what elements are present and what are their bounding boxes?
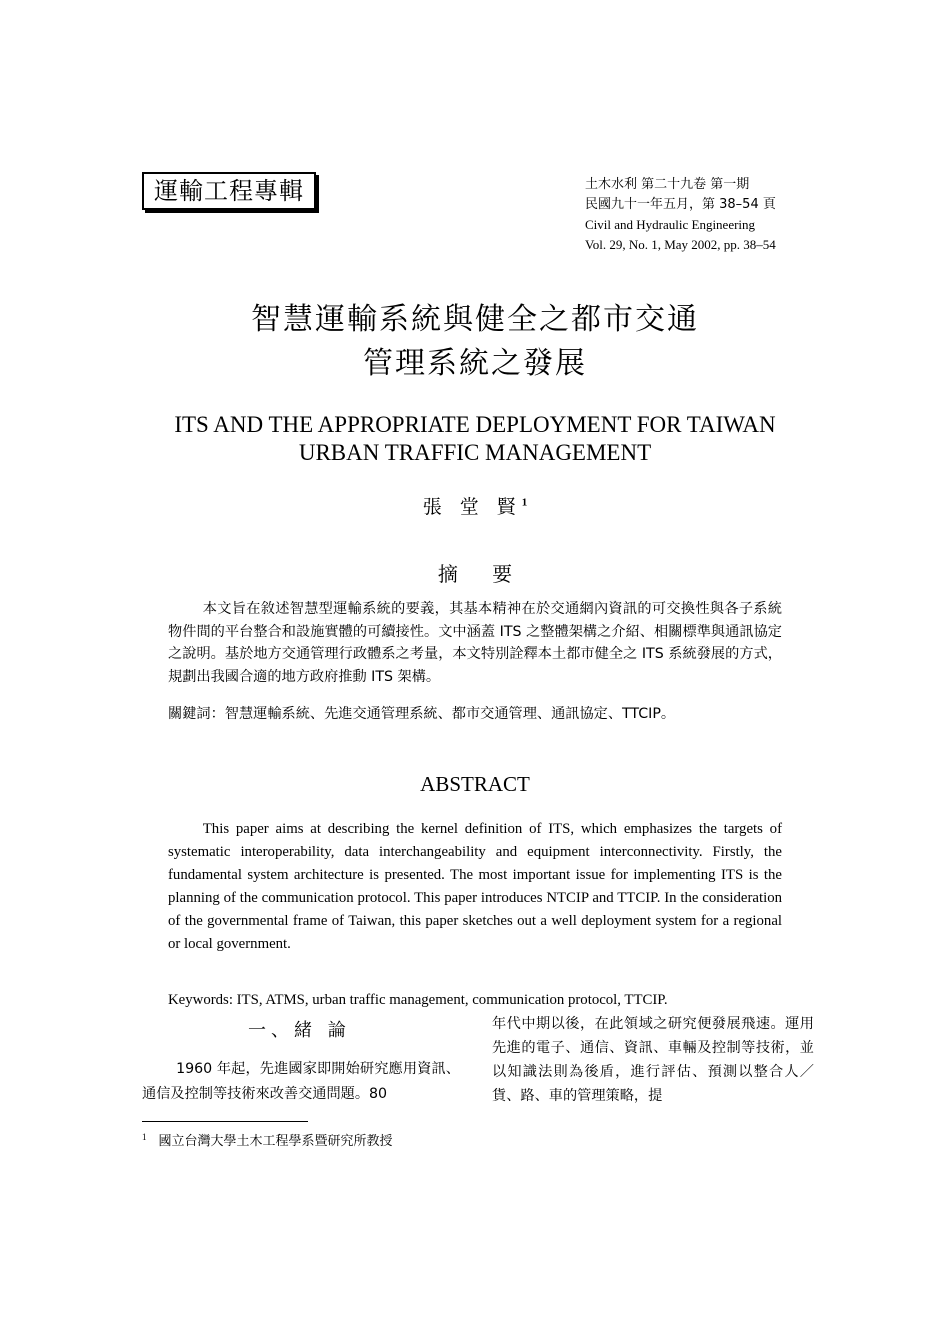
journal-line-date-cn: 民國九十一年五月，第 38–54 頁 bbox=[585, 197, 776, 212]
footnote-divider bbox=[142, 1121, 308, 1122]
footnote-marker: 1 bbox=[142, 1132, 147, 1142]
journal-line-name-en: Civil and Hydraulic Engineering bbox=[585, 217, 756, 232]
author-footnote-marker: 1 bbox=[521, 496, 528, 509]
paper-title-chinese bbox=[0, 298, 950, 386]
paper-title-english-line1: ITS AND THE APPROPRIATE DEPLOYMENT FOR TAIWAN bbox=[174, 412, 776, 437]
intro-column-left bbox=[142, 1057, 460, 1107]
abstract-cn-body bbox=[168, 598, 782, 688]
abstract-en-heading: ABSTRACT bbox=[420, 772, 530, 796]
paper-title-english-line2: URBAN TRAFFIC MANAGEMENT bbox=[298, 440, 652, 465]
footnote-text: 國立台灣大學土木工程學系暨研究所教授 bbox=[158, 1134, 393, 1149]
abstract-cn-heading: 摘 要 bbox=[437, 562, 513, 586]
section-heading-introduction: 一、緒 論 bbox=[248, 1020, 351, 1041]
abstract-en-body bbox=[168, 818, 782, 956]
paper-title-english bbox=[0, 411, 950, 467]
paper-title-chinese-line1: 智慧運輸系統與健全之都市交通 bbox=[251, 302, 699, 337]
paper-title-chinese-line2: 管理系統之發展 bbox=[363, 346, 587, 381]
abstract-en-paragraph: This paper aims at describing the kernel definition of ITS, which emphasizes the targets of systematic interoperability, data interchangeability and equipment interconnectivity. Firstly, the fundamental system architecture is presented. The most important issue for implementing ITS is the planning of the communication protocol. This paper introduces NTCIP and TTCIP. In the consideration of the governmental frame of Taiwan, this paper sketches out a well deployment system for a regional or local government. bbox=[168, 821, 782, 952]
intro-right-paragraph: 年代中期以後，在此領域之研究便發展飛速。運用先進的電子、通信、資訊、車輛及控制等技術，並以知識法則為後盾，進行評估、預測以整合人／貨、路、車的管理策略，提 bbox=[492, 1016, 814, 1104]
intro-column-right bbox=[492, 1012, 814, 1108]
journal-line-volume-cn: 土木水利 第二十九卷 第一期 bbox=[585, 177, 750, 192]
journal-line-volume-en: Vol. 29, No. 1, May 2002, pp. 38–54 bbox=[585, 237, 776, 252]
keywords-en: Keywords: ITS, ATMS, urban traffic management, communication protocol, TTCIP. bbox=[168, 992, 668, 1008]
journal-info bbox=[585, 175, 776, 255]
author bbox=[0, 492, 950, 519]
section-badge: 運輸工程專輯 bbox=[142, 172, 316, 210]
abstract-cn-paragraph: 本文旨在敘述智慧型運輸系統的要義，其基本精神在於交通網內資訊的可交換性與各子系統物件間的平台整合和設施實體的可續接性。文中涵蓋 ITS 之整體架構之介紹、相關標準與通訊協定之說明。基於地方交通管理行政體系之考量，本文特別詮釋本土都市健全之 ITS 系統發展的方式，規劃出我國合適的地方政府推動 ITS 架構。 bbox=[168, 601, 782, 685]
author-name: 張 堂 賢 bbox=[422, 496, 522, 518]
footnote bbox=[142, 1128, 393, 1151]
keywords-cn: 關鍵詞：智慧運輸系統、先進交通管理系統、都市交通管理、通訊協定、TTCIP。 bbox=[168, 706, 676, 722]
intro-left-paragraph: 1960 年起，先進國家即開始研究應用資訊、通信及控制等技術來改善交通問題。80 bbox=[142, 1061, 460, 1102]
